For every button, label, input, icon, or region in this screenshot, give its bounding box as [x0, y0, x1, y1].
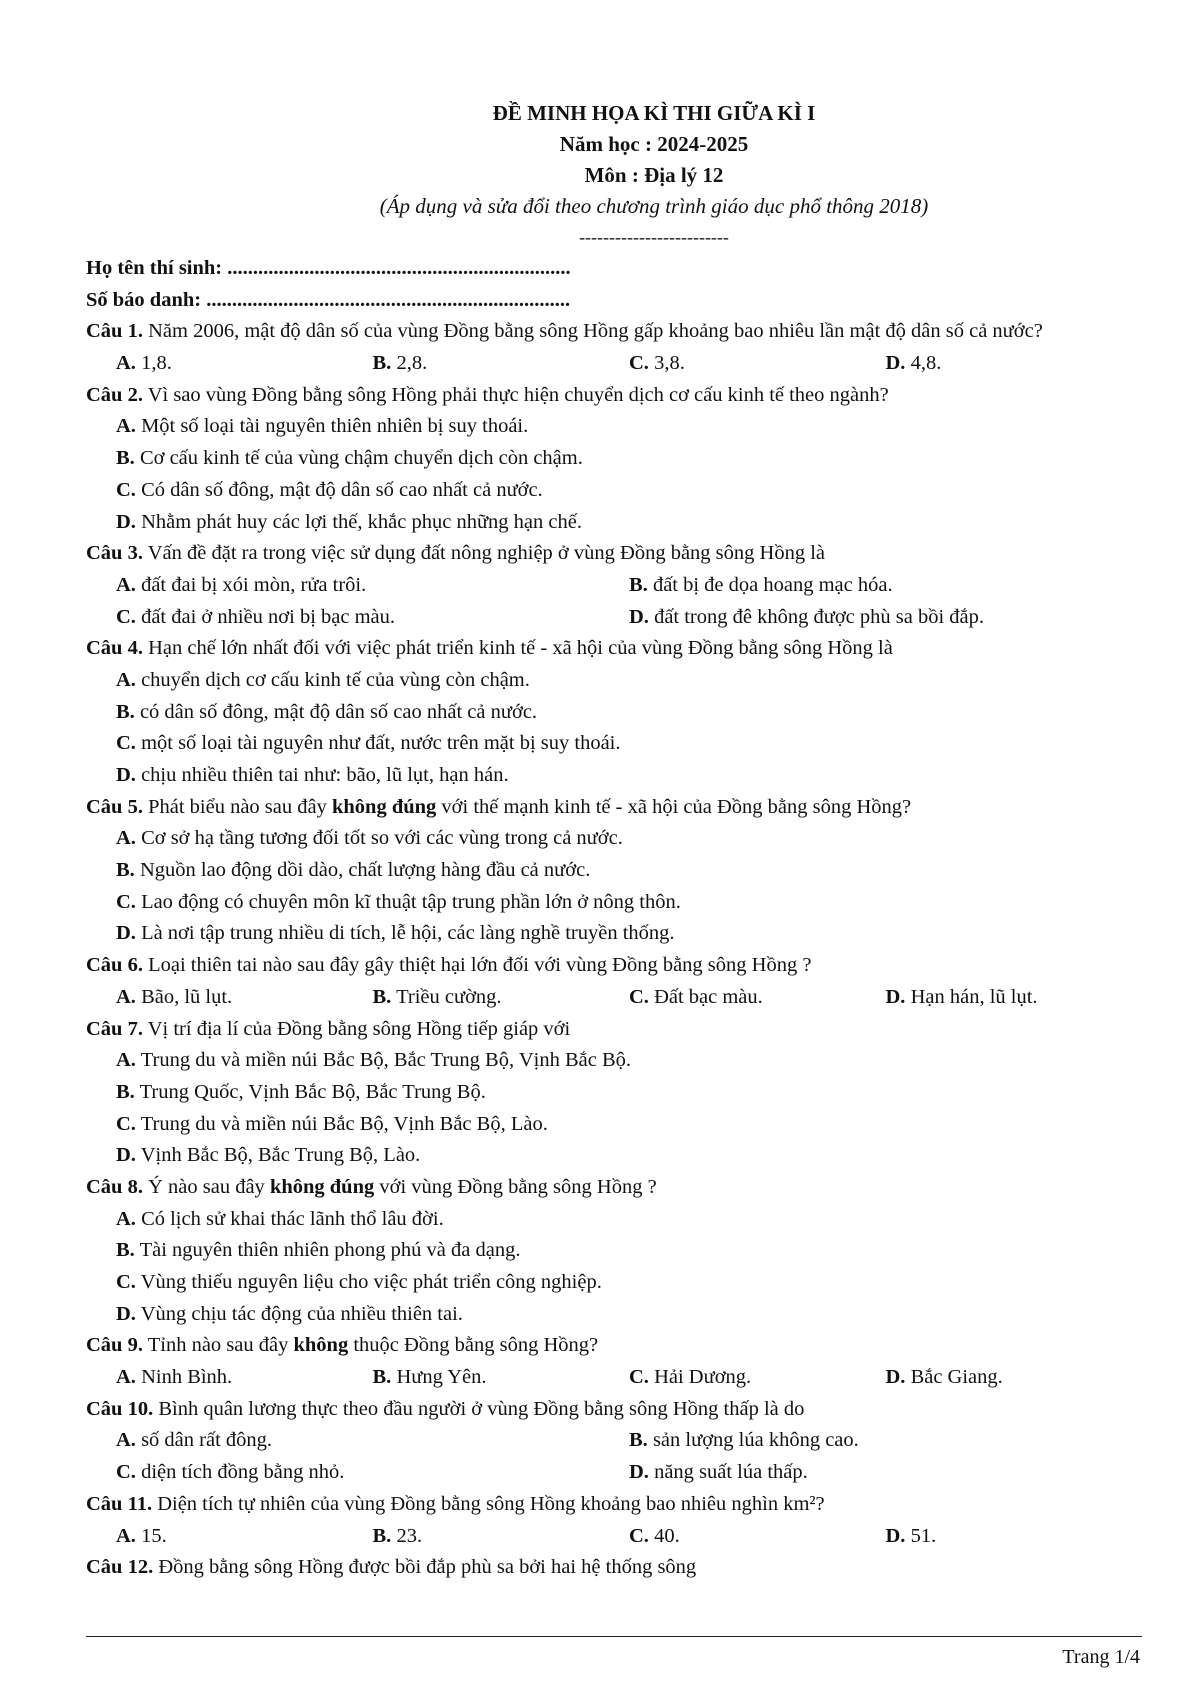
question-label: Câu 12. [86, 1556, 154, 1579]
option-d: D. Là nơi tập trung nhiều di tích, lễ hội, các làng nghề truyền thống. [116, 922, 675, 945]
question-9 [86, 1330, 1142, 1362]
question-11 [86, 1489, 1142, 1521]
option-b: B. có dân số đông, mật độ dân số cao nhất cả nước. [116, 700, 538, 723]
option-c: C. diện tích đồng bằng nhỏ. [116, 1461, 345, 1484]
question-2 [86, 380, 1142, 412]
question-text: Vị trí địa lí của Đồng bằng sông Hồng tiếp giáp với [147, 1017, 571, 1040]
question-3 [86, 538, 1142, 570]
option-a: A. Bão, lũ lụt. [116, 985, 233, 1008]
curriculum-note: (Áp dụng và sửa đổi theo chương trình giáo dục phổ thông 2018) [379, 194, 929, 218]
option-c: C. Vùng thiếu nguyên liệu cho việc phát triển công nghiệp. [116, 1271, 602, 1294]
option-a: A. đất đai bị xói mòn, rửa trôi. [116, 573, 367, 596]
candidate-id-field [86, 285, 1142, 317]
exam-title: ĐỀ MINH HỌA KÌ THI GIỮA KÌ I [492, 101, 816, 125]
option-d: D. 51. [885, 1524, 937, 1547]
question-text: Tỉnh nào sau đây [147, 1334, 289, 1357]
question-label: Câu 5. [86, 795, 143, 818]
option-c: C. đất đai ở nhiều nơi bị bạc màu. [116, 605, 396, 628]
option-c: C. Hải Dương. [629, 1366, 752, 1389]
option-a: A. chuyển dịch cơ cấu kinh tế của vùng còn chậm. [116, 668, 530, 691]
question-label: Câu 3. [86, 542, 143, 565]
page-number: Trang 1/4 [1062, 1646, 1140, 1668]
option-d: D. Bắc Giang. [885, 1366, 1003, 1389]
exam-page [86, 98, 1142, 1584]
question-text-rest: với thế mạnh kinh tế - xã hội của Đồng bằng sông Hồng? [441, 795, 912, 818]
option-a: A. Trung du và miền núi Bắc Bộ, Bắc Trung Bộ, Vịnh Bắc Bộ. [116, 1049, 632, 1072]
question-text: Phát biểu nào sau đây [148, 795, 327, 818]
candidate-name-field [86, 253, 1142, 285]
option-b: B. 23. [372, 1524, 423, 1547]
option-a: A. Một số loại tài nguyên thiên nhiên bị suy thoái. [116, 415, 529, 438]
candidate-id-dots: ....................................................................... [206, 288, 571, 311]
question-label: Câu 4. [86, 637, 143, 660]
question-12 [86, 1552, 1142, 1584]
question-label: Câu 7. [86, 1017, 143, 1040]
option-d: D. Hạn hán, lũ lụt. [885, 985, 1038, 1008]
question-10 [86, 1394, 1142, 1426]
question-6-options [86, 982, 1142, 1014]
option-b: B. Triều cường. [372, 985, 502, 1008]
option-c: C. Có dân số đông, mật độ dân số cao nhất cả nước. [116, 478, 543, 501]
option-a: A. Ninh Bình. [116, 1366, 233, 1389]
option-c: C. 3,8. [629, 352, 685, 375]
option-d: D. Vùng chịu tác động của nhiều thiên tai. [116, 1302, 463, 1325]
option-d: D. Nhằm phát huy các lợi thế, khắc phục những hạn chế. [116, 510, 582, 533]
option-c: C. Trung du và miền núi Bắc Bộ, Vịnh Bắc Bộ, Lào. [116, 1112, 548, 1135]
question-keyword: không đúng [331, 795, 437, 818]
question-keyword: không [293, 1334, 349, 1357]
question-7 [86, 1014, 1142, 1046]
question-text: Đồng bằng sông Hồng được bồi đắp phù sa bởi hai hệ thống sông [158, 1556, 697, 1579]
option-d: D. 4,8. [885, 352, 942, 375]
option-a: A. Có lịch sử khai thác lãnh thổ lâu đời. [116, 1207, 444, 1230]
question-6 [86, 950, 1142, 982]
question-text: Năm 2006, mật độ dân số của vùng Đồng bằng sông Hồng gấp khoảng bao nhiêu lần mật độ dân số cả nước? [148, 320, 1043, 343]
question-text: Vì sao vùng Đồng bằng sông Hồng phải thực hiện chuyển dịch cơ cấu kinh tế theo ngành? [147, 383, 889, 406]
question-label: Câu 9. [86, 1334, 143, 1357]
candidate-id-label: Số báo danh: [86, 288, 202, 311]
option-b: B. 2,8. [372, 352, 428, 375]
option-a: A. Cơ sở hạ tầng tương đối tốt so với các vùng trong cả nước. [116, 827, 623, 850]
option-b: B. đất bị đe dọa hoang mạc hóa. [629, 573, 893, 596]
option-a: A. số dân rất đông. [116, 1429, 273, 1452]
question-text: Vấn đề đặt ra trong việc sử dụng đất nông nghiệp ở vùng Đồng bằng sông Hồng là [147, 542, 825, 565]
question-10-options-row-1 [86, 1425, 1142, 1457]
question-5 [86, 792, 1142, 824]
option-b: B. sản lượng lúa không cao. [629, 1429, 859, 1452]
question-label: Câu 1. [86, 320, 143, 343]
option-d: D. năng suất lúa thấp. [629, 1461, 808, 1484]
question-keyword: không đúng [269, 1175, 375, 1198]
question-label: Câu 11. [86, 1492, 153, 1515]
question-11-options [86, 1521, 1142, 1553]
exam-header [126, 98, 1182, 253]
school-year: Năm học : 2024-2025 [559, 132, 749, 156]
question-3-options-row-2 [86, 602, 1142, 634]
footer-rule [86, 1636, 1142, 1637]
option-c: C. 40. [629, 1524, 680, 1547]
option-a: A. 15. [116, 1524, 167, 1547]
option-b: B. Trung Quốc, Vịnh Bắc Bộ, Bắc Trung Bộ. [116, 1080, 486, 1103]
question-text: Diện tích tự nhiên của vùng Đồng bằng sông Hồng khoảng bao nhiêu nghìn km²? [157, 1492, 825, 1515]
candidate-name-dots: ................................................................... [227, 257, 571, 279]
question-1-options [86, 348, 1142, 380]
question-9-options [86, 1362, 1142, 1394]
header-divider: ------------------------- [579, 227, 729, 247]
option-c: C. một số loại tài nguyên như đất, nước trên mặt bị suy thoái. [116, 732, 621, 755]
subject-line: Môn : Địa lý 12 [584, 163, 724, 187]
option-b: B. Hưng Yên. [372, 1366, 487, 1389]
option-c: C. Lao động có chuyên môn kĩ thuật tập trung phần lớn ở nông thôn. [116, 890, 681, 913]
question-text-rest: với vùng Đồng bằng sông Hồng ? [379, 1175, 657, 1198]
option-c: C. Đất bạc màu. [629, 985, 763, 1008]
candidate-name-label: Họ tên thí sinh: [86, 257, 223, 279]
question-text: Loại thiên tai nào sau đây gây thiệt hại lớn đối với vùng Đồng bằng sông Hồng ? [148, 954, 812, 977]
question-label: Câu 8. [86, 1175, 143, 1198]
question-8 [86, 1172, 1142, 1204]
question-4 [86, 633, 1142, 665]
question-3-options-row-1 [86, 570, 1142, 602]
option-b: B. Nguồn lao động dồi dào, chất lượng hàng đầu cả nước. [116, 859, 591, 882]
question-10-options-row-2 [86, 1457, 1142, 1489]
question-label: Câu 2. [86, 383, 143, 406]
question-text: Hạn chế lớn nhất đối với việc phát triển kinh tế - xã hội của vùng Đồng bằng sông Hồng là [148, 637, 893, 660]
option-d: D. chịu nhiều thiên tai như: bão, lũ lụt, hạn hán. [116, 764, 509, 787]
option-d: D. đất trong đê không được phù sa bồi đắp. [629, 605, 985, 628]
question-text: Ý nào sau đây [148, 1175, 265, 1198]
question-label: Câu 10. [86, 1397, 154, 1420]
option-b: B. Tài nguyên thiên nhiên phong phú và đa dạng. [116, 1239, 521, 1262]
question-label: Câu 6. [86, 954, 143, 977]
option-d: D. Vịnh Bắc Bộ, Bắc Trung Bộ, Lào. [116, 1144, 421, 1167]
question-text-rest: thuộc Đồng bằng sông Hồng? [353, 1334, 599, 1357]
question-text: Bình quân lương thực theo đầu người ở vùng Đồng bằng sông Hồng thấp là do [158, 1397, 805, 1420]
option-b: B. Cơ cấu kinh tế của vùng chậm chuyển dịch còn chậm. [116, 447, 583, 470]
option-a: A. 1,8. [116, 352, 172, 375]
question-1 [86, 316, 1142, 348]
